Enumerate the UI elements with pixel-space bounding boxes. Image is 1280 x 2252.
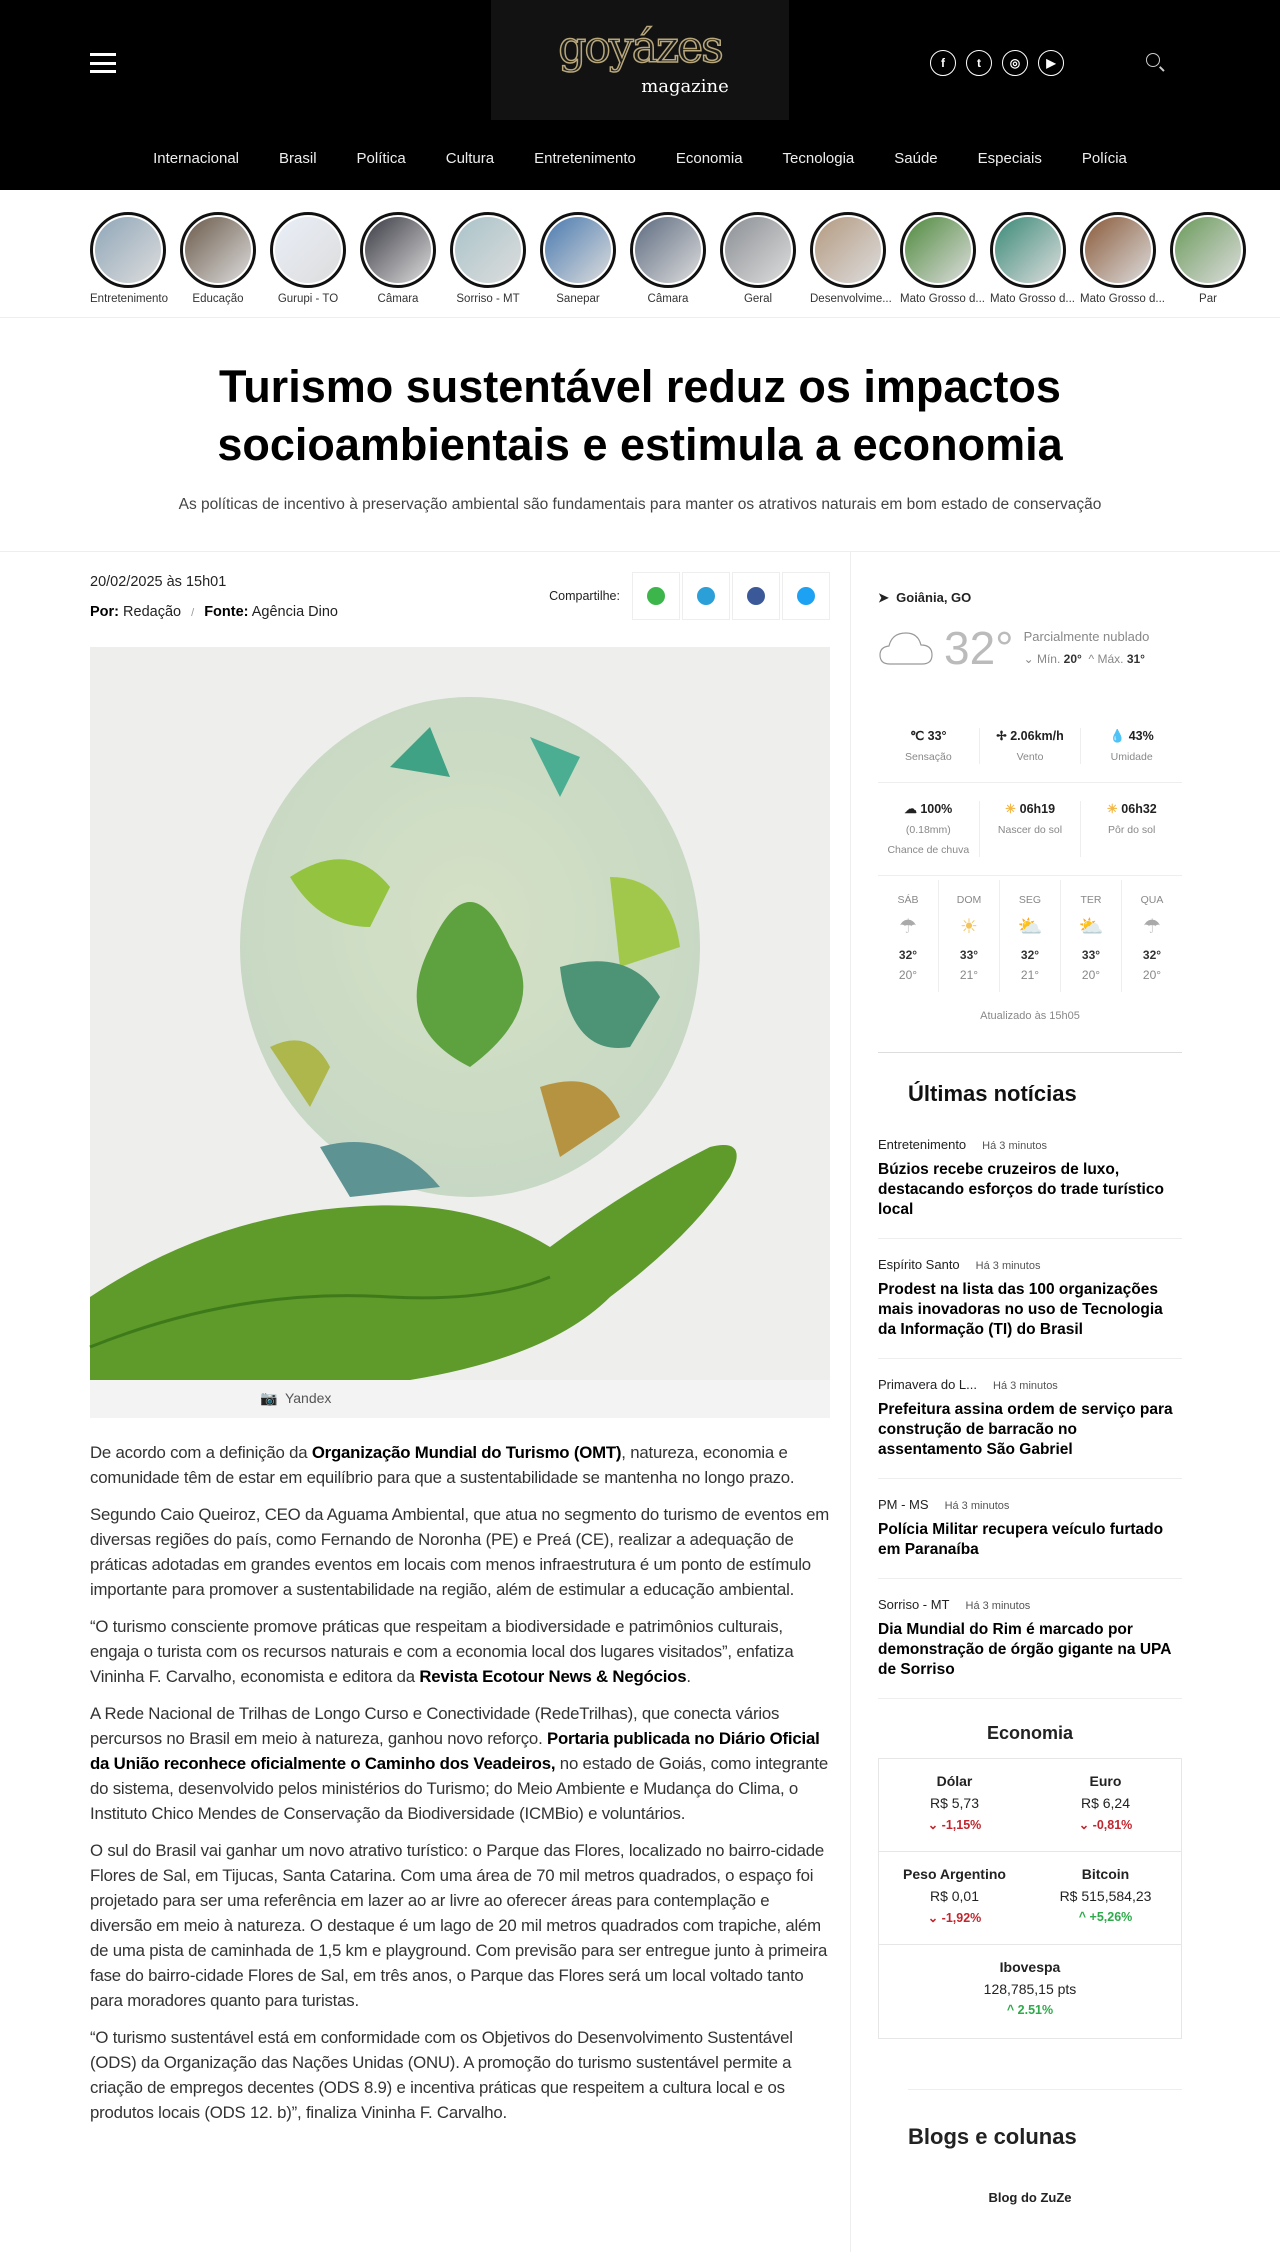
column-divider	[850, 552, 851, 2252]
twitter-share-button[interactable]	[782, 572, 830, 620]
story-item[interactable]	[270, 212, 346, 305]
article-subtitle: As políticas de incentivo à preservação ambiental são fundamentais para manter os atrativos naturais em bom estado de conservação	[178, 496, 1102, 513]
logo[interactable]	[491, 0, 789, 120]
economy-item	[1030, 1852, 1181, 1944]
nav-item[interactable]: Entretenimento	[534, 150, 636, 167]
story-item[interactable]	[180, 212, 256, 305]
story-thumbnail[interactable]	[270, 212, 346, 288]
news-time: Há 3 minutos	[993, 1380, 1058, 1392]
story-thumbnail[interactable]	[900, 212, 976, 288]
facebook-icon	[747, 587, 765, 605]
economy-row	[879, 1852, 1181, 1945]
news-category[interactable]: Primavera do L...	[878, 1377, 977, 1392]
story-thumbnail[interactable]	[540, 212, 616, 288]
wind-icon: ✢	[996, 729, 1007, 743]
currency-value: R$ 5,73	[929, 1795, 980, 1811]
current-temperature: 32°	[944, 622, 1014, 674]
forecast	[878, 876, 1182, 992]
partly-icon: ⛅	[1017, 916, 1043, 938]
blog-item[interactable]: Blog do ZuZe	[988, 2190, 1072, 2205]
news-title[interactable]: Prefeitura assina ordem de serviço para construção de barracão no assentamento São Gabriel	[878, 1401, 1173, 1458]
location-arrow-icon: ➤	[878, 590, 889, 605]
news-category[interactable]: Espírito Santo	[878, 1257, 960, 1272]
weather-description: Parcialmente nublado	[1023, 629, 1150, 644]
change-value: -1,92%	[941, 1911, 982, 1925]
image-caption: 📷 Yandex	[90, 1380, 830, 1418]
currency-name: Euro	[1089, 1773, 1122, 1789]
news-meta	[878, 1497, 1182, 1512]
news-title[interactable]: Polícia Militar recupera veículo furtado em Paranaíba	[878, 1521, 1164, 1558]
day-name: TER	[1080, 894, 1102, 906]
story-thumbnail[interactable]	[990, 212, 1066, 288]
paragraph: Segundo Caio Queiroz, CEO da Aguama Ambiental, que atua no segmento do turismo de eventos em diversas regiões do país, como Fernando de Noronha (PE) e Preá (CE), realizar a adequação de práticas adotadas em grandes eventos em locais com menos infraestrutura é um ponto de estímulo importante para promover a sustentabilidade na região, além de estimular a educação ambiental.	[90, 1505, 830, 1599]
currency-name: Dólar	[936, 1773, 973, 1789]
change-value: -1,15%	[941, 1818, 982, 1832]
currency-value: R$ 515,584,23	[1059, 1888, 1152, 1904]
news-item[interactable]	[878, 1377, 1182, 1479]
article-date: 20/02/2025 às 15h01	[90, 574, 227, 590]
link[interactable]: Portaria publicada no Diário Oficial da União reconhece oficialmente o Caminho dos Veadeiros,	[90, 1729, 820, 1773]
sunset-icon: ☀	[1106, 802, 1118, 816]
story-label: Sanepar	[556, 293, 600, 305]
day-high: 32°	[898, 948, 918, 962]
story-thumbnail[interactable]	[360, 212, 436, 288]
currency-value: R$ 0,01	[929, 1888, 980, 1904]
story-thumbnail[interactable]	[450, 212, 526, 288]
currency-name: Ibovespa	[999, 1959, 1061, 1975]
paragraph: “O turismo consciente promove práticas que respeitam a biodiversidade e patrimônios culturais, engaja o turista com os recursos naturais e com a economia local dos lugares visitados”, enfatiza Vininha F. Carvalho, economista e editora da Revista Ecotour News & Negócios.	[90, 1617, 794, 1686]
logo-subtext: magazine	[641, 76, 729, 97]
change-value: -0,81%	[1092, 1818, 1133, 1832]
chevron-down-icon: ⌄	[927, 1818, 942, 1832]
news-meta	[878, 1377, 1182, 1392]
facebook-icon[interactable]: f	[930, 50, 956, 76]
forecast-day	[878, 880, 939, 992]
weather-sun-rain: ☁ 100% (0.18mm) Chance de chuva ☀ 06h19 Nascer do sol ☀ 06h32 Pôr do sol	[878, 783, 1182, 876]
latest-news-title: Últimas notícias	[908, 1081, 1077, 1106]
day-low: 21°	[959, 968, 979, 982]
story-thumbnail[interactable]	[180, 212, 256, 288]
story-item[interactable]	[630, 212, 706, 305]
day-low: 20°	[1142, 968, 1162, 982]
currency-change	[1030, 1910, 1181, 1924]
chevron-down-icon: ⌄	[1023, 652, 1034, 666]
nav-item[interactable]: Polícia	[1081, 150, 1127, 167]
day-high: 33°	[959, 948, 979, 962]
economy-item	[879, 1759, 1030, 1851]
currency-value: R$ 6,24	[1080, 1795, 1131, 1811]
whatsapp-share-button[interactable]	[632, 572, 680, 620]
story-thumbnail[interactable]	[1080, 212, 1156, 288]
currency-change	[879, 1817, 1030, 1832]
story-thumbnail[interactable]	[630, 212, 706, 288]
paragraph: O sul do Brasil vai ganhar um novo atrativo turístico: o Parque das Flores, localizado no bairro-cidade Flores de Sal, em Tijucas, Santa Catarina. Com uma área de 70 mil metros quadrados, o espaço foi projetado para ser uma referência em lazer ao ar livre ao oferecer áreas para contemplação e diversão em meio à natureza. O destaque é um lago de 20 mil metros quadrados com trapiche, além de uma pista de caminhada de 1,5 km e playground. Com previsão para ser entregue junto à primeira fase do bairro-cidade Flores de Sal, em três anos, o Parque das Flores será um local voltado tanto para moradores quanto para turistas.	[90, 1841, 828, 2010]
currency-name: Peso Argentino	[903, 1866, 1006, 1882]
currency-change	[879, 1910, 1030, 1925]
nav-item[interactable]: Economia	[675, 150, 743, 167]
weather-stats: ℃ 33° Sensação ✢ 2.06km/h Vento 💧 43% Umidade	[878, 710, 1182, 783]
site-header	[0, 0, 1280, 190]
story-label: Câmara	[377, 293, 419, 305]
economy-row	[879, 1759, 1181, 1852]
twitter-icon[interactable]: t	[966, 50, 992, 76]
telegram-icon	[697, 587, 715, 605]
news-item[interactable]	[878, 1597, 1182, 1699]
news-category[interactable]: Entretenimento	[878, 1137, 967, 1152]
currency-change	[879, 2003, 1181, 2017]
news-item[interactable]	[878, 1137, 1182, 1239]
whatsapp-icon	[647, 587, 665, 605]
story-label: Desenvolvime...	[810, 293, 892, 305]
story-label: Par	[1199, 293, 1217, 305]
share-label: Compartilhe:	[549, 589, 620, 603]
story-thumbnail[interactable]	[1170, 212, 1246, 288]
story-label: Geral	[743, 293, 773, 305]
chevron-up-icon: ^	[1078, 1910, 1090, 1924]
thermometer-icon: ℃	[910, 729, 925, 743]
news-meta	[878, 1597, 1182, 1612]
economy-item	[879, 1945, 1181, 2038]
story-label: Mato Grosso d...	[990, 293, 1076, 305]
paragraph: “O turismo sustentável está em conformidade com os Objetivos do Desenvolvimento Sustentável (ODS) da Organização das Nações Unidas (ONU). A promoção do turismo sustentável permite a criação de empregos decentes (ODS 8.9) e incentiva práticas que respeitem a cultura local e os produtos locais (ODS 12. b)”, finaliza Vininha F. Carvalho.	[90, 2028, 793, 2122]
day-high: 32°	[1142, 948, 1162, 962]
rain-icon: ☂	[899, 916, 917, 938]
forecast-day	[1061, 880, 1122, 992]
link[interactable]: Organização Mundial do Turismo (OMT)	[311, 1443, 622, 1462]
economy-item	[1030, 1759, 1181, 1851]
story-item[interactable]	[90, 212, 166, 305]
cloud-icon	[878, 630, 934, 666]
change-value: +5,26%	[1089, 1910, 1133, 1924]
stories-strip	[0, 190, 1280, 318]
forecast-day	[939, 880, 1000, 992]
news-title[interactable]: Prodest na lista das 100 organizações mais inovadoras no uso de Tecnologia da Informação (TI) do Brasil	[878, 1281, 1163, 1338]
telegram-share-button[interactable]	[682, 572, 730, 620]
forecast-day	[1122, 880, 1182, 992]
news-time: Há 3 minutos	[965, 1600, 1031, 1612]
blogs-title: Blogs e colunas	[908, 2089, 1182, 2150]
chevron-up-icon: ^	[1006, 2003, 1018, 2017]
news-time: Há 3 minutos	[975, 1260, 1041, 1272]
article-image[interactable]	[90, 647, 830, 1380]
news-title[interactable]: Búzios recebe cruzeiros de luxo, destacando esforços do trade turístico local	[878, 1161, 1164, 1218]
day-high: 33°	[1081, 948, 1101, 962]
story-thumbnail[interactable]	[720, 212, 796, 288]
economy-title: Economia	[986, 1723, 1074, 1743]
change-value: 2.51%	[1017, 2003, 1054, 2017]
story-label: Educação	[192, 293, 244, 305]
chevron-down-icon: ⌄	[1078, 1818, 1093, 1832]
news-meta	[878, 1257, 1182, 1272]
day-low: 21°	[1020, 968, 1040, 982]
day-name: QUA	[1140, 894, 1164, 906]
social-links	[930, 50, 1064, 76]
youtube-icon[interactable]: ▶	[1038, 50, 1064, 76]
news-title[interactable]: Dia Mundial do Rim é marcado por demonstração de órgão gigante na UPA de Sorriso	[878, 1621, 1171, 1678]
byline: Por: Redação / Fonte: Agência Dino	[90, 604, 338, 620]
twitter-icon	[797, 587, 815, 605]
weather-updated: Atualizado às 15h05	[878, 1010, 1182, 1053]
nav-item[interactable]: Tecnologia	[782, 150, 855, 167]
currency-name: Bitcoin	[1081, 1866, 1130, 1882]
day-name: SÁB	[897, 894, 919, 906]
day-high: 32°	[1020, 948, 1040, 962]
sunrise-icon: ☀	[1004, 802, 1017, 816]
share-bar	[549, 572, 830, 620]
paragraph: A Rede Nacional de Trilhas de Longo Curso e Conectividade (RedeTrilhas), que conecta vários percursos no Brasil em meio à natureza, ganhou novo reforço. Portaria publicada no Diário Oficial da União reconhece oficialmente o Caminho dos Veadeiros, no estado de Goiás, como integrante do sistema, desenvolvido pelos ministérios do Turismo; do Meio Ambiente e Mudança do Clima, o Instituto Chico Mendes de Conservação da Biodiversidade (ICMBio) e voluntários.	[90, 1704, 829, 1823]
rain-icon: ☁	[904, 802, 917, 816]
story-label: Gurupi - TO	[277, 293, 339, 305]
nav-item[interactable]: Saúde	[894, 150, 938, 167]
currency-value: 128,785,15 pts	[983, 1981, 1077, 1997]
article	[90, 552, 830, 2137]
nav-item[interactable]: Especiais	[977, 150, 1042, 167]
article-header	[0, 318, 1280, 552]
story-item[interactable]	[540, 212, 616, 305]
economy-row	[879, 1945, 1181, 2038]
story-item[interactable]	[360, 212, 436, 305]
page-title: Turismo sustentável reduz os impactos socioambientais e estimula a economia	[217, 361, 1063, 470]
weather-location: ➤ Goiânia, GO	[878, 590, 972, 605]
article-body	[90, 1418, 830, 2125]
sidebar: ➤ Goiânia, GO 32° Parcialmente nublado ⌄ Mín. 20° ^ Máx. 31° ℃ 33° Sensação ✢ 2.06km/h Vento 💧 43% Umidade ☁ 100% (0.18mm) Chance de chuva ☀ 06h19 Nascer do sol ☀ 06h32 Pôr do sol SÁB ☂ 32° 20° DOM ☀ 33° 21° SEG ⛅ 32° 21° TER ⛅ 33° 20° QUA ☂ 32° 20° Atualizado às 15h05 Últimas notícias Entretenimento Há 3 minutos Búzios recebe cruzeiros de luxo, destacando esforços do trade turístico local Espírito Santo Há 3 minutos Prodest na lista das 100 organizações mais inovadoras no uso de Tecnologia da Informação (TI) do Brasil Primavera do L... Há 3 minutos Prefeitura assina ordem de serviço para construção de barracão no assentamento São Gabriel PM - MS Há 3 minutos Polícia Militar recupera veículo furtado em Paranaíba Sorriso - MT Há 3 minutos Dia Mundial do Rim é marcado por demonstração de órgão gigante na UPA de Sorriso Economia Dólar R$ 5,73 ⌄ -1,15% Euro R$ 6,24 ⌄ -0,81% Peso Argentino R$ 0,01 ⌄ -1,92% Bitcoin R$ 515,584,23 ^ +5,26% Ibovespa 128,785,15 pts ^ 2.51% Blogs e colunas Blog do ZuZe	[878, 552, 1182, 2205]
menu-icon[interactable]	[90, 53, 116, 73]
day-name: DOM	[956, 894, 982, 906]
news-item[interactable]	[878, 1257, 1182, 1359]
story-label: Câmara	[647, 293, 689, 305]
search-icon[interactable]	[1146, 53, 1160, 67]
news-category[interactable]: Sorriso - MT	[878, 1597, 950, 1612]
story-item[interactable]	[1170, 212, 1246, 305]
day-name: SEG	[1018, 894, 1042, 906]
currency-change	[1030, 1817, 1181, 1832]
story-item[interactable]	[990, 212, 1076, 305]
camera-icon: 📷	[260, 1390, 278, 1406]
nav-item[interactable]: Cultura	[445, 150, 495, 167]
news-meta	[878, 1137, 1182, 1152]
link[interactable]: Revista Ecotour News & Negócios	[419, 1667, 687, 1686]
story-label: Mato Grosso d...	[900, 293, 986, 305]
economy-item	[879, 1852, 1030, 1944]
story-item[interactable]	[900, 212, 986, 305]
nav-item[interactable]: Internacional	[153, 150, 240, 167]
story-label: Sorriso - MT	[456, 293, 520, 305]
news-time: Há 3 minutos	[944, 1500, 1010, 1512]
story-item[interactable]	[1080, 212, 1166, 305]
news-category[interactable]: PM - MS	[878, 1497, 929, 1512]
forecast-day	[1000, 880, 1061, 992]
story-thumbnail[interactable]	[810, 212, 886, 288]
day-low: 20°	[898, 968, 918, 982]
story-label: Mato Grosso d...	[1080, 293, 1166, 305]
nav-item[interactable]: Brasil	[279, 150, 317, 167]
sun-icon: ☀	[960, 916, 978, 938]
nav-item[interactable]: Política	[356, 150, 406, 167]
rain-icon: ☂	[1143, 916, 1161, 938]
news-item[interactable]	[878, 1497, 1182, 1579]
news-time: Há 3 minutos	[982, 1140, 1047, 1152]
economy-table	[878, 1758, 1182, 2039]
logo-text: goyázes	[558, 22, 722, 73]
day-low: 20°	[1081, 968, 1101, 982]
chevron-up-icon: ^	[1088, 652, 1095, 666]
paragraph: De acordo com a definição da Organização Mundial do Turismo (OMT), natureza, economia e comunidade têm de estar em equilíbrio para que a sustentabilidade se mantenha no longo prazo.	[90, 1443, 795, 1487]
story-item[interactable]	[720, 212, 796, 305]
humidity-icon: 💧	[1109, 729, 1126, 743]
facebook-share-button[interactable]	[732, 572, 780, 620]
main-nav	[0, 150, 1280, 167]
instagram-icon[interactable]: ◎	[1002, 50, 1028, 76]
story-item[interactable]	[450, 212, 526, 305]
story-thumbnail[interactable]	[90, 212, 166, 288]
story-label: Entretenimento	[90, 293, 168, 305]
chevron-down-icon: ⌄	[927, 1911, 942, 1925]
story-item[interactable]	[810, 212, 892, 305]
partly-icon: ⛅	[1078, 916, 1104, 938]
